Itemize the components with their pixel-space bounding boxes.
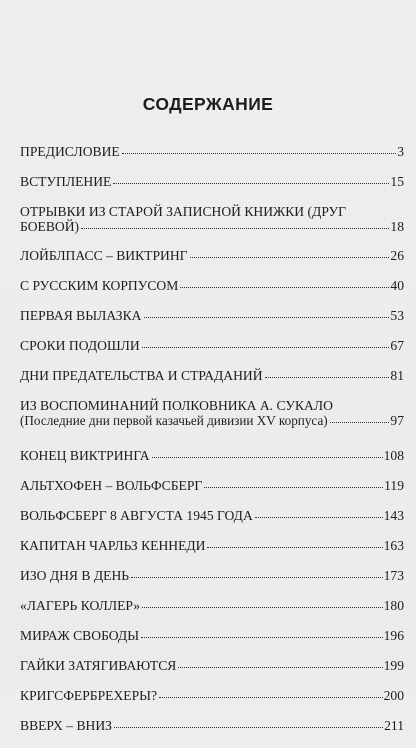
dot-leader: [180, 287, 389, 288]
toc-entry-page: 3: [397, 144, 404, 159]
toc-entry-preface: [20, 144, 404, 174]
dot-leader: [122, 153, 396, 154]
toc-entry-page: 53: [390, 308, 404, 323]
toc-entry-title: ВСТУПЛЕНИЕ: [20, 174, 112, 189]
toc-entry-title: ОТРЫВКИ ИЗ СТАРОЙ ЗАПИСНОЙ КНИЖКИ (ДРУГ: [20, 204, 347, 219]
toc-entry-war-criminals: [20, 688, 404, 718]
toc-entry-title: С РУССКИМ КОРПУСОМ: [20, 278, 179, 293]
toc-entry-title: СРОКИ ПОДОШЛИ: [20, 338, 140, 353]
toc-entry-page: 173: [383, 568, 404, 583]
toc-entry-introduction: [20, 174, 404, 204]
toc-entry-days-of-betrayal: [20, 368, 404, 398]
toc-entry-up-and-down: [20, 718, 404, 748]
toc-entry-title: ИЗО ДНЯ В ДЕНЬ: [20, 568, 130, 583]
toc-entry-title-continued: БОЕВОЙ): [20, 219, 80, 234]
toc-entry-page: 199: [383, 658, 404, 673]
dot-leader: [207, 547, 382, 548]
toc-entry-page: 180: [383, 598, 404, 613]
toc-entry-title: ИЗ ВОСПОМИНАНИЙ ПОЛКОВНИКА А. СУКАЛО: [20, 398, 333, 413]
toc-entry-title: «ЛАГЕРЬ КОЛЛЕР»: [20, 598, 141, 613]
dot-leader: [255, 517, 383, 518]
toc-entry-page: 108: [383, 448, 404, 463]
toc-entry-page: 18: [390, 219, 404, 234]
toc-entry-title: АЛЬТХОФЕН – ВОЛЬФСБЕРГ: [20, 478, 203, 493]
dot-leader: [81, 228, 389, 229]
toc-entry-page: 200: [383, 688, 404, 703]
toc-entry-day-to-day: [20, 568, 404, 598]
toc-entry-title: ДНИ ПРЕДАТЕЛЬСТВА И СТРАДАНИЙ: [20, 368, 263, 383]
toc-entry-page: 67: [390, 338, 404, 353]
dot-leader: [265, 377, 390, 378]
toc-entry-end-of-viktring: [20, 448, 404, 478]
toc-entry-althofen: [20, 478, 404, 508]
toc-entry-mirage-of-freedom: [20, 628, 404, 658]
toc-entry-page: 211: [384, 718, 404, 733]
toc-entry-title: ЛОЙБЛПАСС – ВИКТРИНГ: [20, 248, 188, 263]
toc-entry-first-sortie: [20, 308, 404, 338]
dot-leader: [141, 637, 383, 638]
toc-entry-page: 15: [390, 174, 404, 189]
toc-entry-page: 81: [390, 368, 404, 383]
toc-entry-page: 119: [384, 478, 404, 493]
dot-leader: [178, 667, 382, 668]
toc-entry-title: ПРЕДИСЛОВИЕ: [20, 144, 120, 159]
dot-leader: [204, 487, 383, 488]
toc-entry-title: КОНЕЦ ВИКТРИНГА: [20, 448, 150, 463]
dot-leader: [113, 183, 389, 184]
toc-entry-page: 143: [383, 508, 404, 523]
dot-leader: [330, 422, 390, 423]
toc-entry-page: 26: [390, 248, 404, 263]
dot-leader: [142, 607, 383, 608]
toc-entry-captain-kennedy: [20, 538, 404, 568]
dot-leader: [152, 457, 383, 458]
toc-entry-title: ВОЛЬФСБЕРГ 8 АВГУСТА 1945 ГОДА: [20, 508, 253, 523]
toc-entry-notebook: [20, 204, 404, 248]
table-of-contents: [20, 144, 404, 748]
toc-entry-russian-corps: [20, 278, 404, 308]
toc-entry-memoirs: [20, 398, 404, 448]
toc-entry-page: 163: [383, 538, 404, 553]
dot-leader: [114, 727, 383, 728]
toc-entry-title: КАПИТАН ЧАРЛЬЗ КЕННЕДИ: [20, 538, 206, 553]
dot-leader: [142, 347, 390, 348]
toc-entry-title: ГАЙКИ ЗАТЯГИВАЮТСЯ: [20, 658, 177, 673]
toc-entry-title: КРИГСФЕРБРЕХЕРЫ?: [20, 688, 158, 703]
contents-heading: СОДЕРЖАНИЕ: [142, 94, 274, 114]
toc-entry-title: ПЕРВАЯ ВЫЛАЗКА: [20, 308, 142, 323]
toc-entry-wolfsberg-1945: [20, 508, 404, 538]
toc-entry-title: МИРАЖ СВОБОДЫ: [20, 628, 140, 643]
toc-entry-page: 97: [390, 413, 404, 428]
dot-leader: [131, 577, 383, 578]
toc-entry-page: 40: [390, 278, 404, 293]
toc-entry-loiblpass: [20, 248, 404, 278]
toc-entry-tightening: [20, 658, 404, 688]
toc-entry-title: ВВЕРХ – ВНИЗ: [20, 718, 112, 733]
toc-entry-deadlines: [20, 338, 404, 368]
dot-leader: [144, 317, 390, 318]
dot-leader: [159, 697, 383, 698]
toc-entry-page: 196: [383, 628, 404, 643]
dot-leader: [190, 257, 390, 258]
toc-entry-subtitle: (Последние дни первой казачьей дивизии XV корпуса): [20, 413, 328, 428]
toc-entry-camp-koller: [20, 598, 404, 628]
